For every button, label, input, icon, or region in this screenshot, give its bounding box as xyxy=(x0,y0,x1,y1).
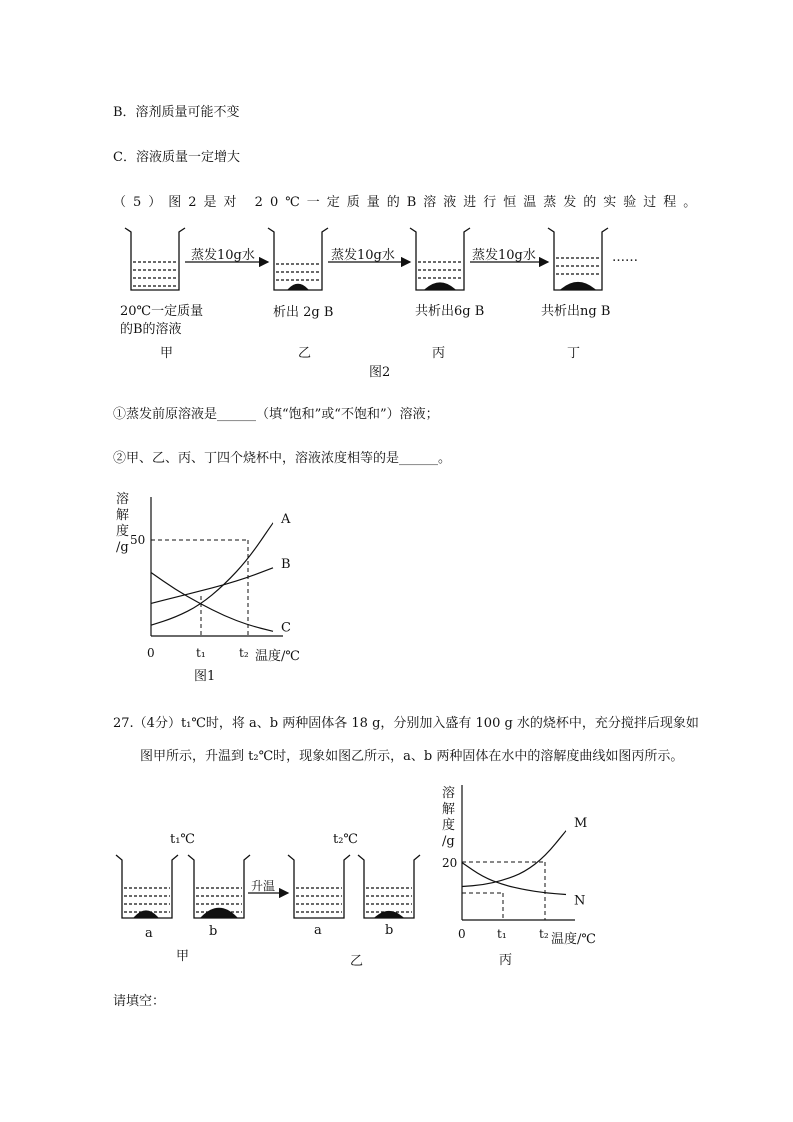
series-label-B: B xyxy=(281,556,291,572)
x-tick-label-1: t₂ xyxy=(539,927,549,941)
beaker-note-2: 析出 2g B xyxy=(273,305,334,320)
t1-label: t₁℃ xyxy=(170,832,195,847)
beaker-name-yi: 乙 xyxy=(298,346,312,361)
arrow-label-1: 蒸发10g水 xyxy=(191,248,255,263)
origin-label: 0 xyxy=(147,646,155,660)
arrow-label-2: 蒸发10g水 xyxy=(331,248,395,263)
q27-line1: 27.（4分）t₁℃时，将 a、b 两种固体各 18 g，分别加入盛有 100 g 水的烧杯中，充分搅拌后现象如 xyxy=(113,716,699,731)
cup-label-yi-b: b xyxy=(385,923,394,938)
series-label-N: N xyxy=(574,893,586,909)
x-tick-label-1: t₂ xyxy=(239,646,249,660)
y-axis-label-1: 解 xyxy=(116,508,130,523)
series-line-N xyxy=(462,863,566,895)
x-axis-label: 温度/℃ xyxy=(551,932,596,947)
fill-prompt: 请填空： xyxy=(113,994,166,1009)
origin-label: 0 xyxy=(458,927,466,941)
x-tick-label-0: t₁ xyxy=(497,927,507,941)
y-axis-label-2: 度 xyxy=(116,524,130,539)
chart-caption: 图1 xyxy=(194,669,216,684)
q27-line2: 图甲所示，升温到 t₂℃时，现象如图乙所示，a、b 两种固体在水中的溶解度曲线如图丙所示。 xyxy=(140,749,684,764)
figure-2-caption: 图2 xyxy=(369,365,391,380)
y-axis-label-3: /g xyxy=(442,834,455,849)
series-label-M: M xyxy=(574,815,588,831)
beaker-note-1: 的B的溶液 xyxy=(120,322,182,337)
fig-yi-caption: 乙 xyxy=(350,954,364,969)
beaker-name-bing: 丙 xyxy=(432,346,446,361)
y-tick-label-0: 50 xyxy=(130,533,146,547)
y-axis-label-3: /g xyxy=(116,540,129,555)
series-line-M xyxy=(462,831,566,887)
t2-label: t₂℃ xyxy=(333,832,358,847)
cup-label-jia-a: a xyxy=(145,926,153,941)
y-axis-label-1: 解 xyxy=(442,802,456,817)
beaker-note-0: 20℃一定质量 xyxy=(120,304,204,319)
beaker-name-jia: 甲 xyxy=(160,346,174,361)
heat-label: 升温 xyxy=(251,879,276,893)
ellipsis: …… xyxy=(612,250,638,265)
option-b: B．溶剂质量可能不变 xyxy=(113,105,240,120)
chart-caption: 丙 xyxy=(499,953,513,968)
beaker-note-4: 共析出ng B xyxy=(541,304,611,319)
x-axis-label: 温度/℃ xyxy=(255,649,300,664)
q5-sub1: ①蒸发前原溶液是______（填“饱和”或“不饱和”）溶液； xyxy=(113,407,439,422)
y-axis-label-2: 度 xyxy=(442,818,456,833)
beaker-name-ding: 丁 xyxy=(567,346,581,361)
y-tick-label-0: 20 xyxy=(442,856,458,870)
series-label-C: C xyxy=(281,620,291,636)
q5-sub2: ②甲、乙、丙、丁四个烧杯中，溶液浓度相等的是______。 xyxy=(113,451,452,466)
fig-jia-caption: 甲 xyxy=(176,949,190,964)
cup-label-jia-b: b xyxy=(209,924,218,939)
cup-label-yi-a: a xyxy=(314,923,322,938)
option-c: C．溶液质量一定增大 xyxy=(113,150,240,165)
arrow-label-3: 蒸发10g水 xyxy=(472,248,536,263)
q5-intro: （5）图2是对 20℃一定质量的B溶液进行恒温蒸发的实验过程。 xyxy=(113,195,704,210)
series-label-A: A xyxy=(281,511,291,527)
x-tick-label-0: t₁ xyxy=(196,646,206,660)
y-axis-label-0: 溶 xyxy=(116,492,130,507)
beaker-note-3: 共析出6g B xyxy=(415,304,485,319)
y-axis-label-0: 溶 xyxy=(442,786,456,801)
